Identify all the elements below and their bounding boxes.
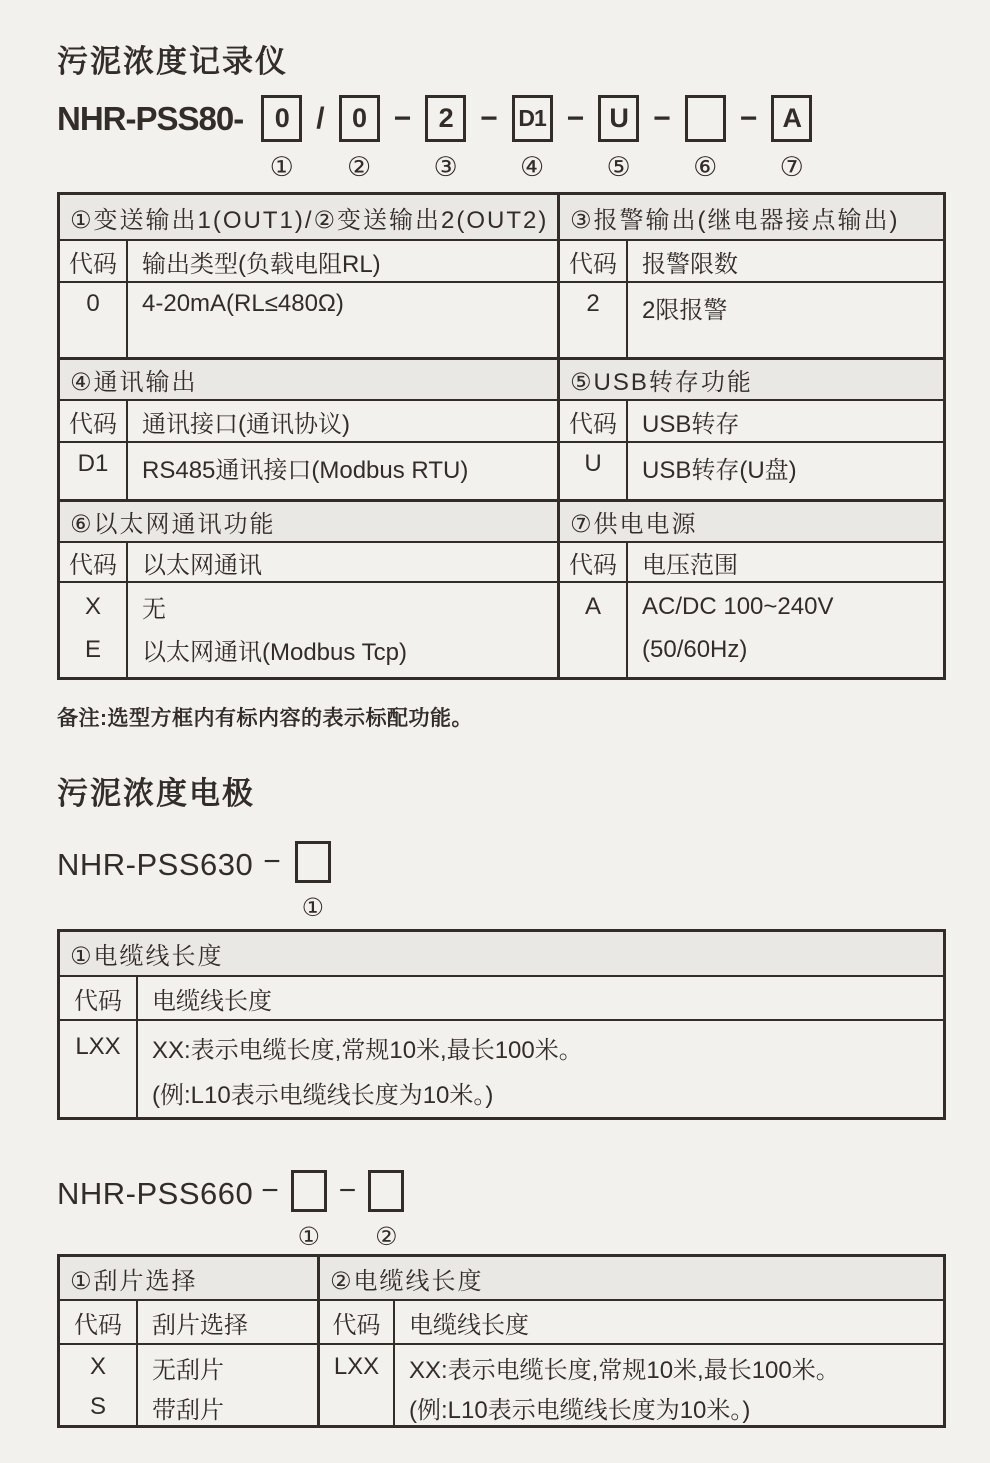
code-value-list: [60, 581, 128, 677]
section-header-usb: ⑤USB转存功能: [560, 357, 943, 399]
desc-label: USB转存: [628, 399, 943, 441]
circle-number-4: ④: [520, 152, 545, 182]
circle-number-1: ①: [297, 1223, 320, 1251]
desc-label: 刮片选择: [138, 1299, 320, 1343]
section-header-cable-length: ②电缆线长度: [320, 1257, 943, 1299]
circle-number-1: ①: [301, 894, 324, 922]
dash-separator: −: [739, 101, 758, 135]
circle-number-7: ⑦: [779, 152, 804, 182]
pss660-box-1: [291, 1170, 327, 1212]
code-value: D1: [60, 441, 128, 499]
desc-label: 以太网通讯: [128, 541, 560, 581]
code-value: LXX: [75, 1032, 121, 1060]
electrode-title: 污泥浓度电极: [57, 776, 255, 811]
desc-value: (50/60Hz): [642, 635, 748, 663]
code-value: X: [84, 592, 101, 620]
pss660-model-code-line: [57, 1170, 990, 1252]
section-header-out1-out2: ①变送输出1(OUT1)/②变送输出2(OUT2): [60, 195, 560, 239]
code-value: [60, 1068, 136, 1111]
slash-separator: /: [316, 101, 325, 135]
section-header-alarm: ③报警输出(继电器接点输出): [560, 195, 943, 239]
code-value-list: [320, 1343, 395, 1425]
pss660-model-prefix: NHR-PSS660: [57, 1176, 254, 1211]
code-value: X: [89, 1353, 106, 1380]
code-value: [320, 1387, 393, 1425]
code-value: LXX: [333, 1353, 380, 1380]
desc-value: XX:表示电缆长度,常规10米,最长100米。: [409, 1356, 840, 1384]
code-value: 2: [560, 281, 628, 357]
desc-value: USB转存(U盘): [628, 441, 943, 499]
model-box-3: 2: [425, 95, 466, 142]
code-value: E: [84, 635, 101, 663]
pss660-selection-table: [57, 1254, 946, 1428]
desc-value: AC/DC 100~240V: [642, 592, 834, 620]
circle-number-6: ⑥: [693, 152, 718, 182]
code-value: A: [584, 592, 601, 620]
desc-label: 输出类型(负载电阻RL): [128, 239, 560, 281]
pss660-box-2: [368, 1170, 404, 1212]
model-slot-6: [685, 95, 726, 182]
code-value: S: [89, 1393, 106, 1420]
code-label: 代码: [560, 239, 628, 281]
pss660-slot-2: [368, 1170, 404, 1252]
dash-separator: −: [566, 101, 585, 135]
desc-value-list: [128, 581, 560, 677]
pss630-model-code-line: [57, 841, 990, 923]
code-label: 代码: [60, 1299, 138, 1343]
recorder-selection-table: [57, 192, 946, 680]
dash-separator: −: [338, 1174, 357, 1207]
pss660-slot-1: [291, 1170, 327, 1252]
desc-value-list: [138, 1343, 320, 1425]
model-slot-2: [339, 95, 380, 182]
recorder-model-code-line: [57, 95, 990, 182]
recorder-title: 污泥浓度记录仪: [57, 44, 288, 79]
desc-value: (例:L10表示电缆线长度为10米。): [152, 1082, 494, 1109]
desc-value: (例:L10表示电缆线长度为10米。): [409, 1396, 751, 1424]
pss630-slot-1: [295, 841, 331, 923]
desc-label: 电缆线长度: [395, 1299, 943, 1343]
model-slot-1: [261, 95, 302, 182]
code-label: 代码: [560, 399, 628, 441]
model-box-1: 0: [261, 95, 302, 142]
code-label: 代码: [560, 541, 628, 581]
desc-value-list: [395, 1343, 943, 1425]
standard-config-note: 备注:选型方框内有标内容的表示标配功能。: [57, 707, 473, 730]
desc-value: RS485通讯接口(Modbus RTU): [128, 441, 560, 499]
model-box-4: D1: [512, 95, 553, 142]
model-box-6: [685, 95, 726, 142]
circle-number-1: ①: [269, 152, 294, 182]
desc-value: 以太网通讯(Modbus Tcp): [142, 639, 407, 666]
dash-separator: −: [653, 101, 671, 135]
code-label: 代码: [60, 239, 128, 281]
model-slot-7: [771, 95, 812, 182]
desc-label: 通讯接口(通讯协议): [128, 399, 560, 441]
circle-number-2: ②: [375, 1223, 398, 1251]
code-label: 代码: [60, 975, 138, 1019]
pss630-model-prefix: NHR-PSS630: [57, 847, 254, 882]
recorder-model-prefix: NHR-PSS80-: [57, 100, 244, 137]
section-header-ethernet: ⑥以太网通讯功能: [60, 499, 560, 541]
desc-label: 报警限数: [628, 239, 943, 281]
model-box-5: U: [598, 95, 639, 142]
desc-value: XX:表示电缆长度,常规10米,最长100米。: [152, 1037, 583, 1064]
code-value-list: [60, 1019, 138, 1117]
desc-label: 电压范围: [628, 541, 943, 581]
code-value: U: [560, 441, 628, 499]
desc-label: 电缆线长度: [138, 975, 943, 1019]
dash-separator: −: [480, 101, 498, 135]
code-label: 代码: [320, 1299, 395, 1343]
circle-number-5: ⑤: [606, 152, 631, 182]
desc-value-list: [138, 1019, 943, 1117]
pss630-box-1: [295, 841, 331, 883]
circle-number-2: ②: [346, 152, 372, 182]
circle-number-3: ③: [433, 152, 458, 182]
pss630-selection-table: [57, 929, 946, 1120]
code-value: 0: [60, 281, 128, 357]
model-slot-5: [598, 95, 639, 182]
desc-value: 无: [142, 596, 166, 623]
dash-separator: −: [263, 845, 281, 878]
code-label: 代码: [60, 541, 128, 581]
dash-separator: −: [393, 101, 412, 135]
section-header-cable-length: ①电缆线长度: [60, 932, 943, 975]
desc-value-list: [628, 581, 943, 677]
section-header-power: ⑦供电电源: [560, 499, 943, 541]
dash-separator: −: [261, 1174, 279, 1207]
section-header-scraper: ①刮片选择: [60, 1257, 320, 1299]
code-value-list: [60, 1343, 138, 1425]
model-slot-3: [425, 95, 466, 182]
section-header-comm: ④通讯输出: [60, 357, 560, 399]
desc-value: 2限报警: [628, 281, 943, 357]
desc-value: 无刮片: [152, 1356, 224, 1384]
code-label: 代码: [60, 399, 128, 441]
code-value-list: [560, 581, 628, 677]
desc-value: 4-20mA(RL≤480Ω): [128, 281, 560, 357]
model-box-7: A: [771, 95, 812, 142]
desc-value: 带刮片: [152, 1396, 224, 1424]
model-slot-4: [512, 95, 553, 182]
code-value: [560, 628, 626, 671]
model-box-2: 0: [339, 95, 380, 142]
